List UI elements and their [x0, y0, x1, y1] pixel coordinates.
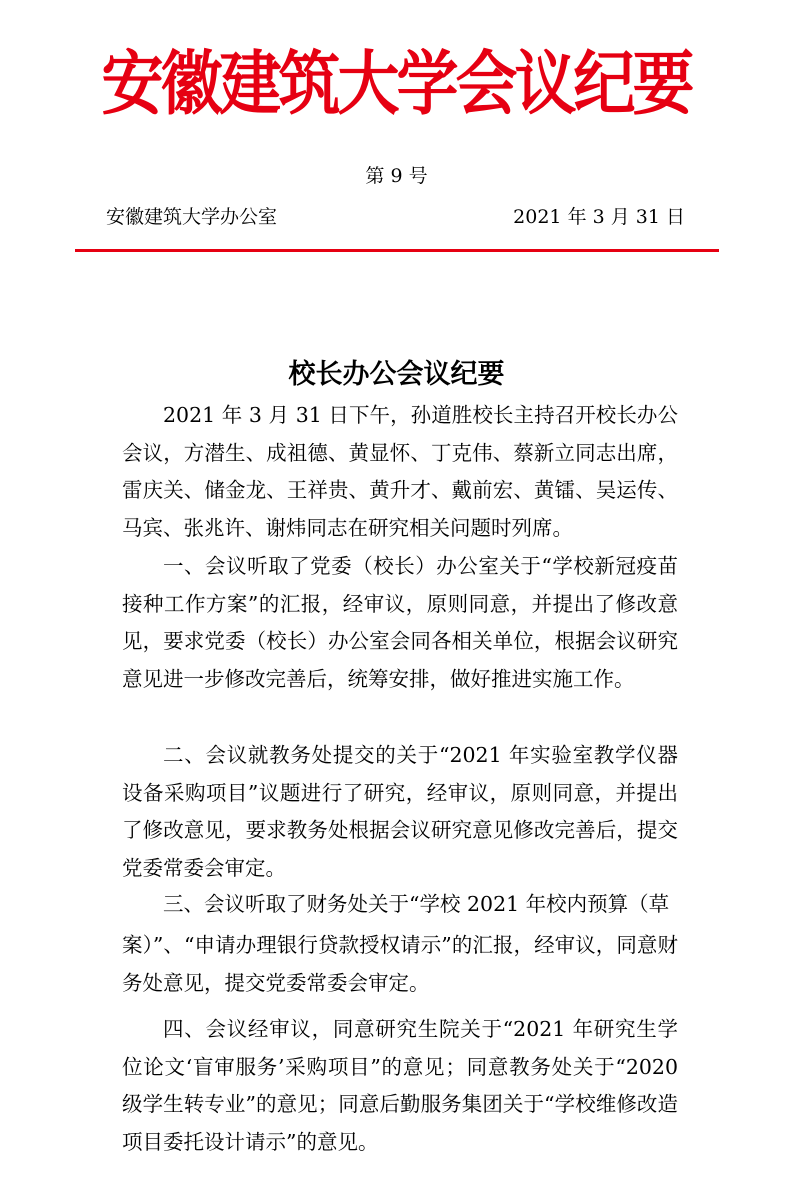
issue-date: 2021 年 3 月 31 日 [513, 206, 685, 228]
paragraph-item-2: 二、会议就教务处提交的关于“2021 年实验室教学仪器设备采购项目”议题进行了研究，经审议，原则同意，并提出了修改意见，要求教务处根据会议研究意见修改完善后，提交党委常委会审定。 [122, 743, 678, 881]
issuing-office: 安徽建筑大学办公室 [106, 206, 278, 228]
paragraph-item-3 [122, 882, 678, 1002]
paragraph-item-4: 四、会议经审议，同意研究生院关于“2021 年研究生学位论文‘盲审服务’采购项目”的意见；同意教务处关于“2020 级学生转专业”的意见；同意后勤服务集团关于“学校维修改造项目委托设计请示”的意见。 [122, 1017, 678, 1155]
paragraph-item-3-continuation: 案）”、“申请办理银行贷款授权请示”的汇报，经审议，同意财务处意见，提交党委常委会审定。 [122, 933, 678, 995]
red-divider-line [75, 249, 719, 252]
paragraph-item-3-line-1: 三、会议听取了财务处关于“学校 2021 年校内预算（草 [163, 892, 670, 916]
document-title: 校长办公会议纪要 [288, 359, 505, 390]
paragraph-item-1: 一、会议听取了党委（校长）办公室关于“学校新冠疫苗接种工作方案”的汇报，经审议，原则同意，并提出了修改意见，要求党委（校长）办公室会同各相关单位，根据会议研究意见进一步修改完善后，统筹安排，做好推进实施工作。 [122, 554, 678, 692]
issue-number: 第 9 号 [365, 165, 428, 187]
paragraph-attendance: 2021 年 3 月 31 日下午，孙道胜校长主持召开校长办公会议，方潜生、成祖德、黄显怀、丁克伟、蔡新立同志出席，雷庆关、储金龙、王祥贵、黄升才、戴前宏、黄镭、吴运传、马宾、张兆许、谢炜同志在研究相关问题时列席。 [122, 403, 678, 541]
masthead-title: 安徽建筑大学会议纪要 [101, 42, 692, 125]
